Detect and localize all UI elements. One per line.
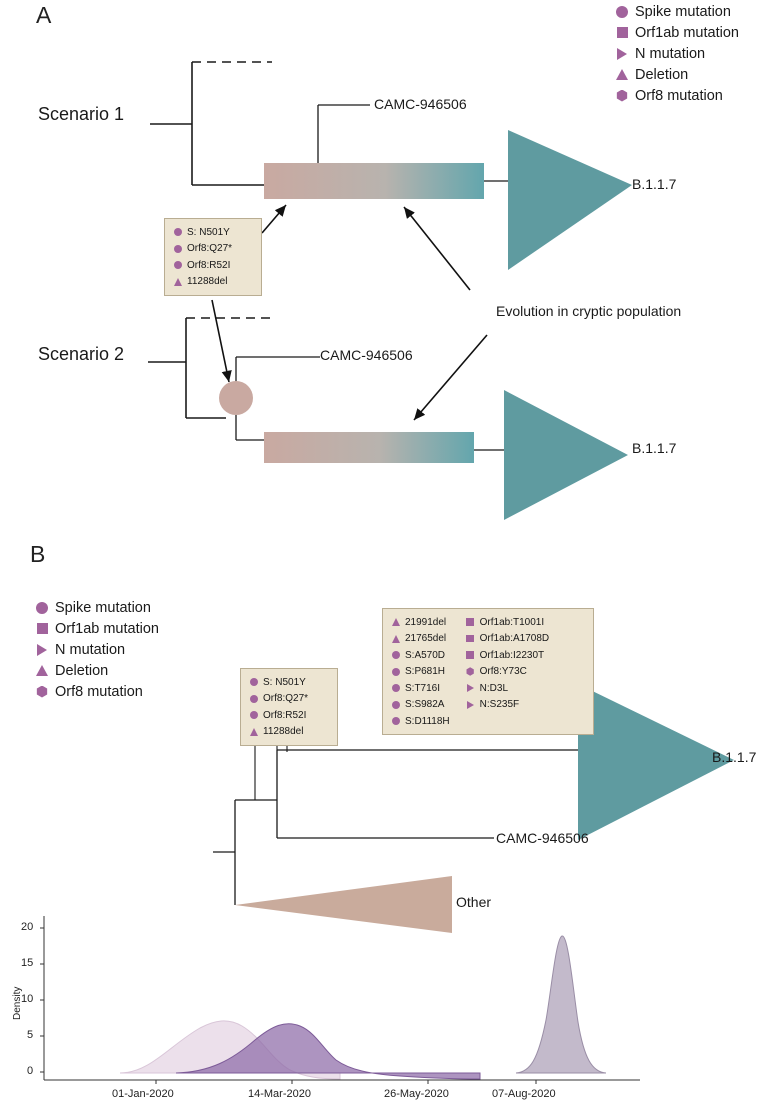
- mutation-column-2: [464, 615, 550, 728]
- x-tick-label: 14-Mar-2020: [248, 1088, 311, 1100]
- mutation-item: [464, 632, 550, 646]
- mutation-label: Orf8:Q27*: [187, 243, 233, 254]
- arrow-cryptic-2: [414, 335, 487, 420]
- scenario2-clade-label: B.1.1.7: [632, 440, 677, 456]
- n-mutation-icon: [464, 701, 477, 709]
- panel-b-sample-label: CAMC-946506: [496, 830, 589, 846]
- mutation-column-1: [389, 615, 450, 728]
- y-tick-label: 0: [27, 1065, 34, 1077]
- mutation-item: [464, 648, 550, 662]
- panel-b-label: B: [30, 541, 46, 567]
- scenario1-clade-triangle: [508, 130, 632, 270]
- arrow-cryptic-1: [404, 207, 470, 290]
- spike-mutation-icon: [389, 701, 402, 709]
- x-tick-label: 07-Aug-2020: [492, 1088, 556, 1100]
- legend-label: Spike mutation: [635, 3, 731, 20]
- legend-item: [32, 619, 159, 638]
- spike-mutation-icon: [389, 651, 402, 659]
- orf1ab-mutation-icon: [464, 651, 477, 659]
- orf1ab-mutation-icon: [464, 635, 477, 643]
- mutation-label: S:P681H: [405, 666, 446, 677]
- legend-label: Orf1ab mutation: [55, 620, 159, 637]
- spike-mutation-icon: [171, 261, 184, 269]
- arrow-to-mutations: [262, 205, 286, 233]
- legend-item: [32, 640, 159, 659]
- scenario2-label: Scenario 2: [38, 344, 125, 364]
- n-mutation-icon: [464, 684, 477, 692]
- mutation-item: [389, 632, 450, 646]
- deletion-icon: [247, 728, 260, 736]
- mutation-item: [171, 258, 254, 272]
- deletion-icon: [32, 665, 52, 676]
- orf8-mutation-icon: [32, 686, 52, 698]
- legend-label: N mutation: [55, 641, 126, 658]
- scenario1-evolution-bar: [264, 163, 484, 199]
- mutation-item: [464, 615, 550, 629]
- orf1ab-mutation-icon: [464, 618, 477, 626]
- y-tick-label: 15: [21, 957, 34, 969]
- density-axis-label: Density: [12, 986, 23, 1020]
- panel-b-other-triangle: [235, 876, 452, 933]
- mutation-label: S: N501Y: [187, 226, 230, 238]
- mutation-label: 11288del: [263, 726, 304, 737]
- panel-b-tree: [213, 724, 578, 905]
- mutation-item: [171, 275, 254, 289]
- mutation-item: [247, 708, 330, 722]
- spike-mutation-icon: [247, 695, 260, 703]
- spike-mutation-icon: [32, 602, 52, 614]
- mutation-label: Orf8:R52I: [187, 259, 231, 271]
- scenario1-clade-label: B.1.1.7: [632, 176, 677, 192]
- mutation-label: S: N501Y: [263, 676, 306, 688]
- mutation-item: [389, 615, 450, 629]
- mutation-item: [171, 225, 254, 239]
- panel-b-clade-triangle: [578, 684, 734, 840]
- mutation-label: S:S982A: [405, 699, 445, 710]
- panel-b-mutation-box-left: [240, 668, 338, 746]
- mutation-label: S:D1118H: [405, 715, 450, 727]
- y-tick-label: 5: [27, 1029, 34, 1041]
- scenario1-label: Scenario 1: [38, 104, 125, 124]
- spike-mutation-icon: [171, 228, 184, 236]
- spike-mutation-icon: [171, 245, 184, 253]
- panel-b-other-label: Other: [456, 894, 492, 910]
- orf1ab-mutation-icon: [32, 623, 52, 634]
- arrow-to-node: [212, 300, 229, 382]
- mutation-label: 11288del: [187, 276, 228, 287]
- mutation-item: [171, 242, 254, 256]
- scenario2-evolution-bar: [264, 432, 474, 463]
- legend-label: Orf1ab mutation: [635, 24, 739, 41]
- mutation-label: N:D3L: [479, 682, 509, 694]
- panel-b-mutation-box-right: [382, 608, 594, 735]
- scenario2-sample-label: CAMC-946506: [320, 347, 413, 363]
- scenario2-clade-triangle: [504, 390, 628, 520]
- legend-label: Orf8 mutation: [55, 683, 143, 700]
- legend-label: N mutation: [635, 45, 706, 62]
- panel-a-label: A: [36, 2, 52, 28]
- spike-mutation-icon: [389, 668, 402, 676]
- legend-item: [32, 682, 159, 701]
- legend-label: Spike mutation: [55, 599, 151, 616]
- mutation-item: [389, 665, 450, 679]
- scenario2-ancestor-node: [219, 381, 253, 415]
- mutation-label: Orf8:Y73C: [479, 666, 527, 677]
- legend-label: Orf8 mutation: [635, 87, 723, 104]
- mutation-label: S:T716I: [405, 682, 441, 694]
- spike-mutation-icon: [389, 684, 402, 692]
- panel-a-mutation-box: [164, 218, 262, 296]
- cryptic-population-label: Evolution in cryptic population: [496, 303, 682, 319]
- mutation-label: N:S235F: [479, 699, 520, 710]
- spike-mutation-icon: [389, 717, 402, 725]
- mutation-label: S:A570D: [405, 649, 446, 661]
- mutation-item: [389, 714, 450, 728]
- x-tick-label: 01-Jan-2020: [112, 1088, 174, 1100]
- mutation-item: [247, 692, 330, 706]
- deletion-icon: [389, 635, 402, 643]
- legend-label: Deletion: [635, 66, 689, 83]
- mutation-label: 21991del: [405, 616, 447, 628]
- mutation-item: [464, 665, 550, 679]
- mutation-label: Orf1ab:I2230T: [479, 649, 545, 661]
- mutation-item: [464, 681, 550, 695]
- mutation-item: [389, 681, 450, 695]
- y-tick-label: 20: [21, 921, 34, 933]
- mutation-item: [247, 725, 330, 739]
- legend-label: Deletion: [55, 662, 109, 679]
- mutation-item: [389, 698, 450, 712]
- x-tick-label: 26-May-2020: [384, 1088, 449, 1100]
- panel-b-clade-label: B.1.1.7: [712, 749, 757, 765]
- density-curve-late: [516, 936, 606, 1073]
- deletion-icon: [389, 618, 402, 626]
- spike-mutation-icon: [247, 678, 260, 686]
- mutation-item: [464, 698, 550, 712]
- mutation-label: Orf8:Q27*: [263, 693, 309, 704]
- mutation-label: 21765del: [405, 633, 447, 644]
- legend-item: [32, 661, 159, 680]
- spike-mutation-icon: [247, 711, 260, 719]
- mutation-label: Orf8:R52I: [263, 709, 307, 721]
- deletion-icon: [171, 278, 184, 286]
- scenario1-sample-label: CAMC-946506: [374, 96, 467, 112]
- mutation-label: Orf1ab:A1708D: [479, 633, 550, 644]
- orf8-mutation-icon: [464, 667, 477, 676]
- legend-item: [32, 598, 159, 617]
- mutation-item: [247, 675, 330, 689]
- mutation-label: Orf1ab:T1001I: [479, 616, 545, 628]
- legend-panel-b: [32, 598, 159, 703]
- mutation-item: [389, 648, 450, 662]
- n-mutation-icon: [32, 644, 52, 656]
- y-tick-label: 10: [21, 993, 34, 1005]
